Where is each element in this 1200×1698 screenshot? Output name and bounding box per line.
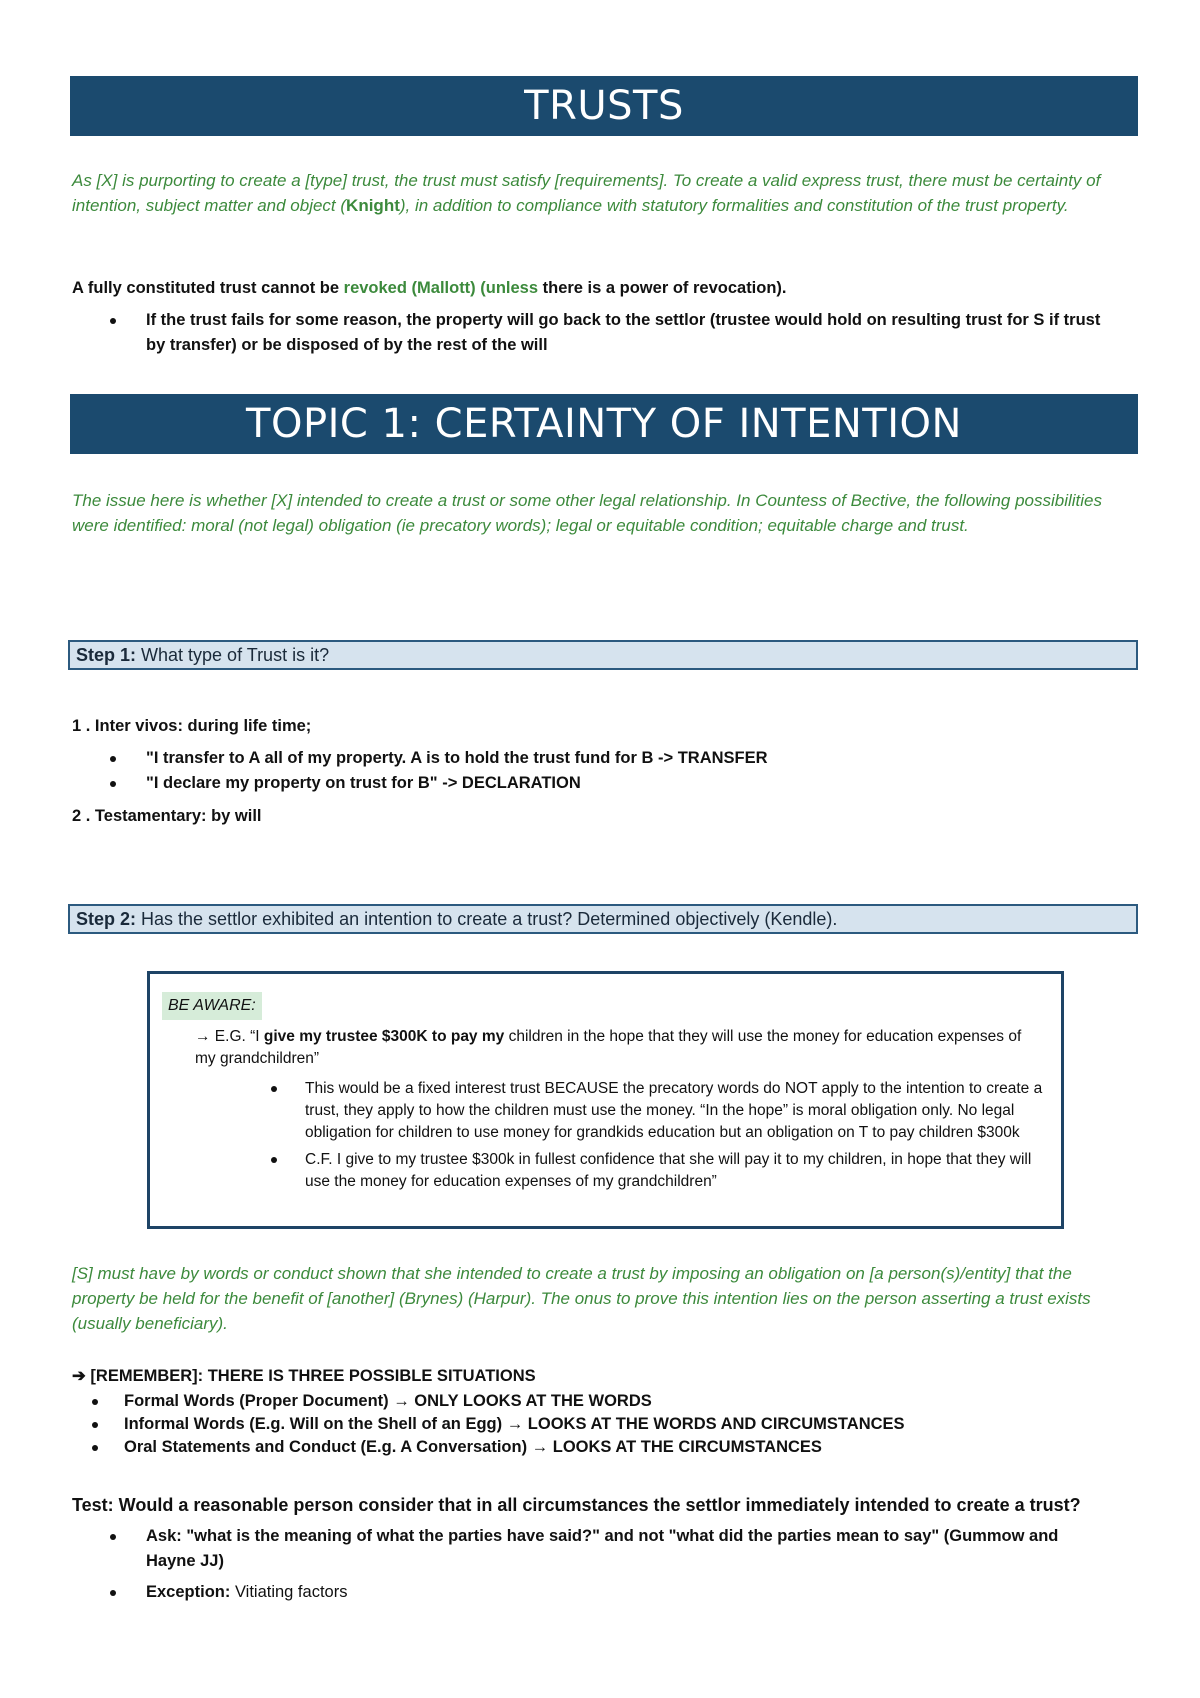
step1-box [68, 640, 1138, 670]
be-aware-title: BE AWARE: [162, 992, 262, 1020]
remember-heading: ➔ [REMEMBER]: THERE IS THREE POSSIBLE SITUATIONS [72, 1367, 536, 1385]
list-item [72, 1580, 1112, 1605]
list-item: This would be a fixed interest trust BECAUSE the precatory words do NOT apply to the intention to create a trust, they apply to how the children must use the money. “In the hope” is moral obligation only. No legal obligation for children to use money for grandkids education but an obligation on T to pay children $300k [305, 1078, 1055, 1144]
step1-item1: 1 . Inter vivos: during life time; [72, 717, 312, 735]
revoked-highlight: revoked (Mallott) (unless [343, 279, 539, 297]
step1-bullets [72, 746, 1140, 796]
topic-intro-paragraph: The issue here is whether [X] intended to create a trust or some other legal relationship. In Countess of Bective, the following possibilities were identified: moral (not legal) obligation (ie precatory words); legal or equitable condition; equitable charge and trust. [72, 491, 1102, 535]
step1-question: What type of Trust is it? [136, 645, 330, 665]
step2-question: Has the settlor exhibited an intention to create a trust? Determined objectively (Kendle). [136, 909, 838, 929]
step2-box [68, 904, 1138, 934]
aware-bullets [305, 1078, 1055, 1193]
step1-item2: 2 . Testamentary: by will [72, 807, 262, 825]
list-item: "I transfer to A all of my property. A is to hold the trust fund for B -> TRANSFER [72, 746, 1140, 771]
intro-text-end: ), in addition to compliance with statutory formalities and constitution of the trust property. [399, 196, 1069, 215]
list-item: Informal Words (E.g. Will on the Shell of an Egg) → LOOKS AT THE WORDS AND CIRCUMSTANCES [72, 1413, 1140, 1436]
list-item: C.F. I give to my trustee $300k in fullest confidence that she will pay it to my children, in hope that they will use the money for education expenses of my grandchildren” [305, 1149, 1055, 1193]
exception-text: Vitiating factors [230, 1583, 348, 1601]
intro-text: As [X] is purporting to create a [type] trust, the trust must satisfy [requirements]. To create a valid express trust, there must be certainty of intention, subject matter and object ( [72, 171, 1101, 215]
exception-label: Exception: [146, 1583, 231, 1601]
aware-example-bold: give my trustee $300K to pay my [263, 1028, 505, 1045]
revocation-bullets [72, 308, 1112, 358]
step2-label: Step 2: [76, 909, 137, 929]
list-item: If the trust fails for some reason, the property will go back to the settlor (trustee would hold on resulting trust for S if trust by transfer) or be disposed of by the rest of the will [72, 308, 1112, 358]
list-item: Ask: "what is the meaning of what the parties have said?" and not "what did the parties mean to say" (Gummow and Hayne JJ) [72, 1524, 1112, 1574]
be-aware-box [147, 971, 1064, 1229]
obligation-paragraph: [S] must have by words or conduct shown that she intended to create a trust by imposing an obligation on [a person(s)/entity] that the property be held for the benefit of [another] (Brynes) (Harpur). The onus to prove this intention lies on the person asserting a trust exists (usually beneficiary). [72, 1264, 1091, 1333]
case-knight: Knight [346, 196, 400, 215]
list-item: "I declare my property on trust for B" -> DECLARATION [72, 771, 1140, 796]
revocation-text-end: there is a power of revocation). [538, 279, 787, 297]
test-heading: Test: Would a reasonable person consider that in all circumstances the settlor immediately intended to create a trust? [72, 1495, 1081, 1515]
remember-list [72, 1390, 1140, 1459]
revocation-paragraph [72, 276, 1140, 301]
list-item: Formal Words (Proper Document) → ONLY LOOKS AT THE WORDS [72, 1390, 1140, 1413]
test-bullets [72, 1524, 1112, 1605]
title-banner: TRUSTS [70, 76, 1138, 136]
topic-banner: TOPIC 1: CERTAINTY OF INTENTION [70, 394, 1138, 454]
aware-example [195, 1026, 1045, 1070]
aware-example-prefix: → E.G. “I [195, 1028, 264, 1045]
revocation-text: A fully constituted trust cannot be [72, 279, 344, 297]
list-item: Oral Statements and Conduct (E.g. A Conversation) → LOOKS AT THE CIRCUMSTANCES [72, 1436, 1140, 1459]
aware-example-rest: children in the hope that they will use the money for education expenses of my grandchildren” [195, 1028, 1022, 1067]
intro-paragraph [72, 168, 1132, 218]
step1-label: Step 1: [76, 645, 137, 665]
